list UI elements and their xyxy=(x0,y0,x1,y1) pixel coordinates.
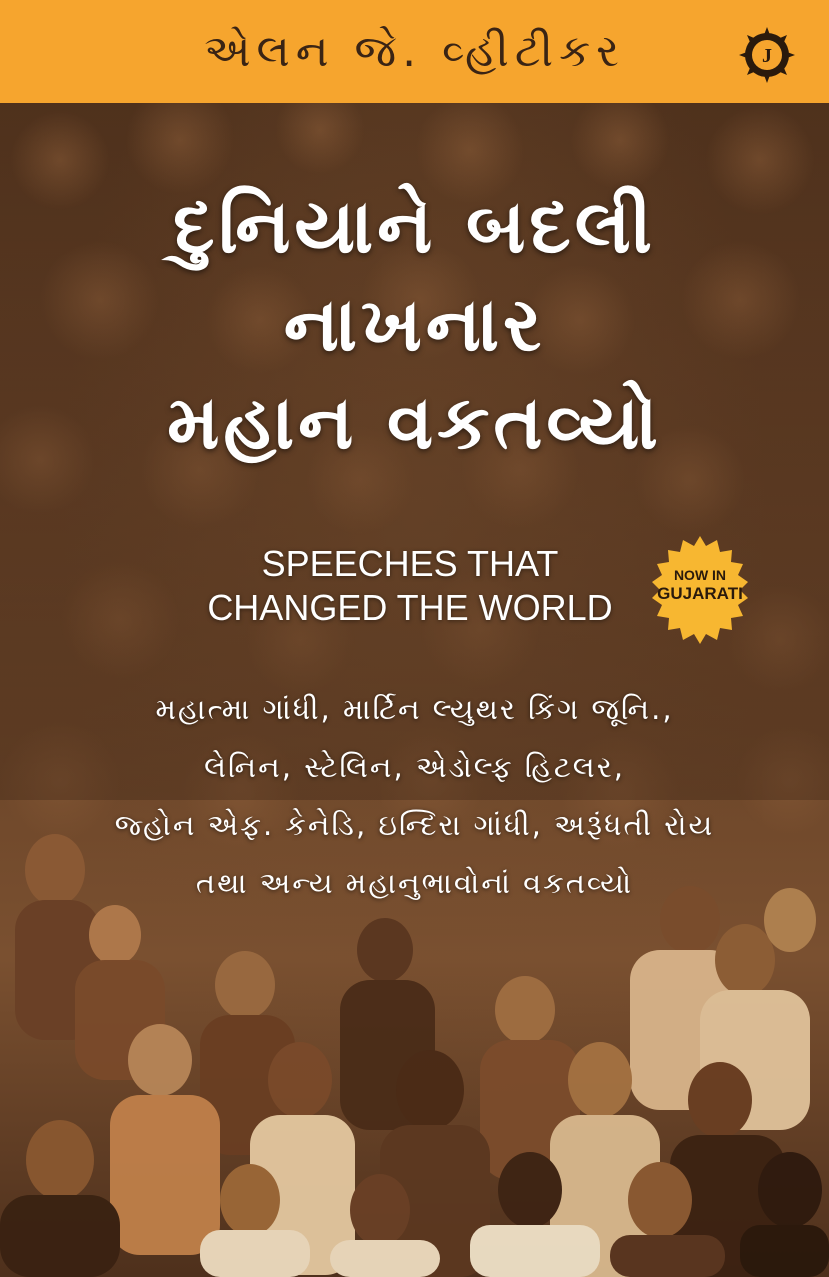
featured-speakers xyxy=(0,680,829,912)
seal-text xyxy=(640,566,760,604)
author-name: એલન જે. વ્હીટીકર xyxy=(204,26,625,77)
subtitle-line: લેનિન, સ્ટેલિન, એડોલ્ફ હિટલર, xyxy=(204,750,625,784)
english-title-line: SPEECHES THAT xyxy=(261,543,559,584)
title-line: નાખનાર xyxy=(283,282,546,368)
title-line: દુનિયાને બદલી xyxy=(173,184,656,270)
english-title xyxy=(150,542,670,630)
gujarati-title xyxy=(0,178,829,472)
subtitle-line: મહાત્મા ગાંધી, માર્ટિન લ્યુથર કિંગ જૂનિ., xyxy=(155,692,674,726)
english-title-line: CHANGED THE WORLD xyxy=(207,587,613,628)
title-line: મહાન વકતવ્યો xyxy=(167,380,662,466)
publisher-logo-letter: J xyxy=(762,45,772,67)
seal-line-2: GUJARATI xyxy=(657,584,743,603)
subtitle-line: તથા અન્ય મહાનુભાવોનાં વકતવ્યો xyxy=(195,866,634,900)
publisher-logo xyxy=(737,25,797,85)
subtitle-line: જ્હોન એફ. કેનેડિ, ઇન્દિરા ગાંધી, અરૂંધતી રોય xyxy=(114,808,715,842)
seal-line-1: NOW IN xyxy=(673,567,727,583)
